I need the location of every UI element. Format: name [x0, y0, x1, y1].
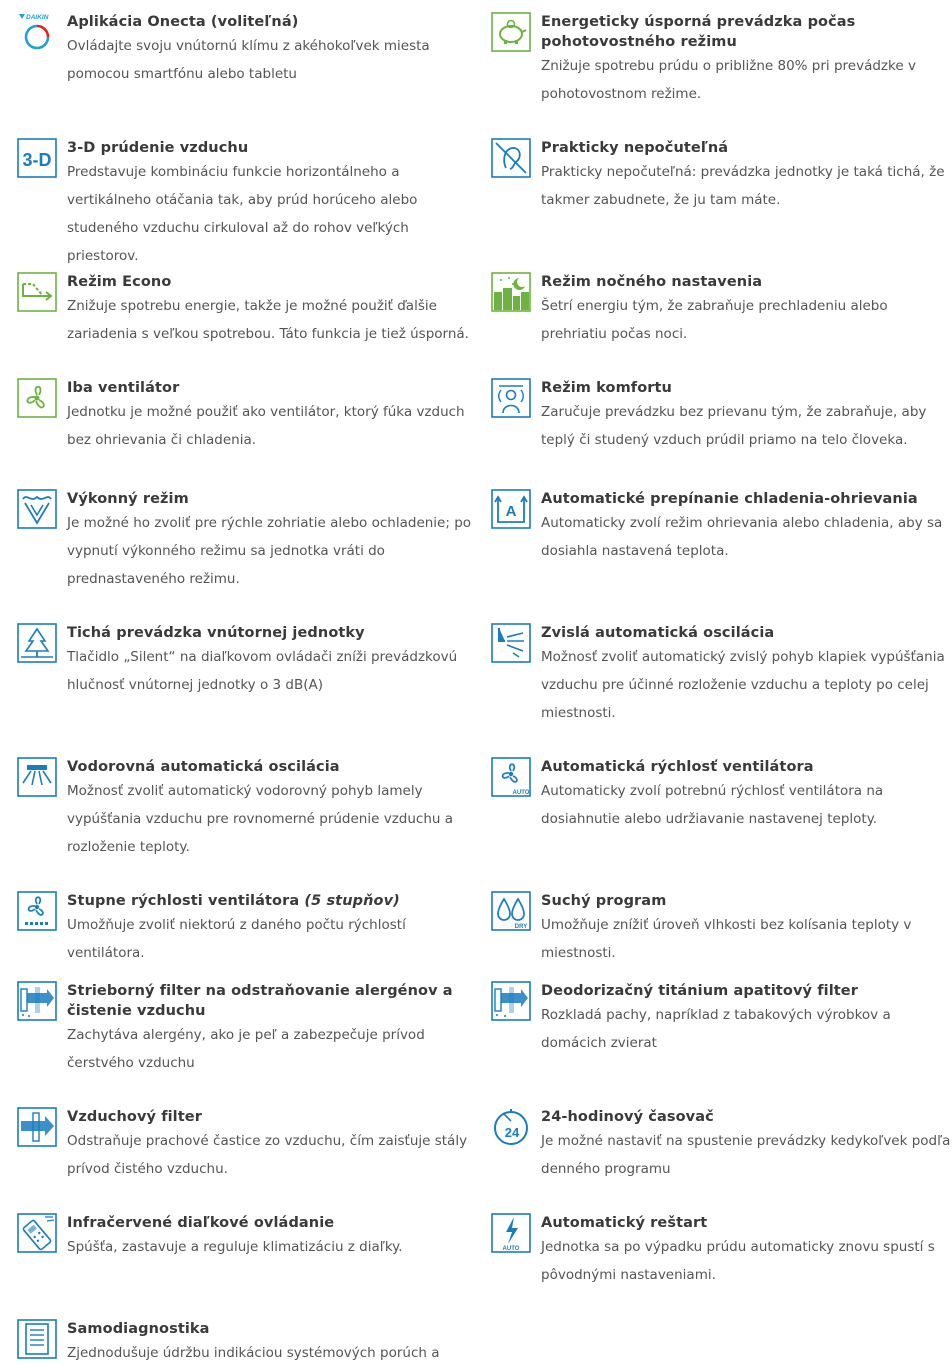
feature-title-main: Stupne rýchlosti ventilátora [67, 893, 300, 909]
fan-icon [17, 378, 57, 418]
feature-title: Automatická rýchlosť ventilátora [541, 759, 814, 775]
auto-label: AUTO [512, 790, 530, 796]
titanium-filter-icon [491, 981, 531, 1021]
feature-title: Tichá prevádzka vnútornej jednotky [67, 625, 365, 641]
feature-title: Automatický reštart [541, 1215, 708, 1231]
feature-description: Jednotka sa po výpadku prúdu automaticky znovu spustí s pôvodnými nastaveniami. [541, 1239, 935, 1283]
feature-description: Odstraňuje prachové častice zo vzduchu, čím zaisťuje stály prívod čistého vzduchu. [67, 1133, 468, 1177]
feature-description: Predstavuje kombináciu funkcie horizontálneho a vertikálneho otáčania tak, aby prúd horúceho alebo studeného vzduchu cirkuloval až do rohov veľkých priestorov. [67, 164, 418, 264]
feature-title: Automatické prepínanie chladenia-ohrievania [541, 491, 918, 507]
feature-title: Prakticky nepočuteľná [541, 140, 729, 156]
fan-speed-steps-icon [17, 891, 57, 931]
feature-title [67, 891, 477, 911]
3d-label: 3-D [22, 150, 52, 170]
feature-description: Umožňuje znížiť úroveň vlhkosti bez kolísania teploty v miestnosti. [541, 917, 912, 961]
dry-label: DRY [514, 924, 528, 930]
feature-title: Vzduchový filter [67, 1109, 202, 1125]
feature-title: 24-hodinový časovač [541, 1109, 714, 1125]
auto-changeover-icon [491, 489, 531, 529]
feature-description: Zjednodušuje údržbu indikáciou systémových porúch a [67, 1345, 440, 1361]
feature-title: Zvislá automatická oscilácia [541, 625, 775, 641]
feature-title: 3-D prúdenie vzduchu [67, 140, 249, 156]
dry-drops-icon [491, 891, 531, 931]
comfort-person-icon [491, 378, 531, 418]
auto-fan-speed-icon [491, 757, 531, 797]
auto-restart-icon [491, 1213, 531, 1253]
feature-description: Spúšťa, zastavuje a reguluje klimatizáciu z diaľky. [67, 1239, 403, 1255]
powerful-icon [17, 489, 57, 529]
auto-a-label: A [505, 503, 517, 520]
air-filter-icon [17, 1107, 57, 1147]
feature-title: Samodiagnostika [67, 1321, 210, 1337]
feature-title: Režim nočného nastavenia [541, 274, 763, 290]
feature-description: Je možné ho zvoliť pre rýchle zohriatie alebo ochladenie; po vypnutí výkonného režimu sa jednotka vráti do prednastaveného režimu. [67, 515, 472, 587]
feature-description: Umožňuje zvoliť niektorú z daného počtu rýchlostí ventilátora. [67, 917, 406, 961]
daikin-logo-text: DAIKIN [26, 14, 49, 21]
remote-control-icon [17, 1213, 57, 1253]
feature-title: Iba ventilátor [67, 380, 180, 396]
timer-label: 24 [504, 1125, 520, 1140]
feature-title: Vodorovná automatická oscilácia [67, 759, 340, 775]
feature-title: Suchý program [541, 893, 667, 909]
horizontal-swing-icon [17, 757, 57, 797]
3d-airflow-icon [17, 138, 57, 178]
daikin-onecta-icon [17, 12, 57, 52]
feature-description: Automaticky zvolí potrebnú rýchlosť ventilátora na dosiahnutie alebo udržiavanie nastavenej teploty. [541, 783, 884, 827]
feature-description: Jednotku je možné použiť ako ventilátor, ktorý fúka vzduch bez ohrievania či chladenia. [67, 404, 465, 448]
feature-description: Možnosť zvoliť automatický zvislý pohyb klapiek vypúšťania vzduchu pre účinné rozloženie vzduchu a teploty po celej miestnosti. [541, 649, 945, 721]
feature-title: Infračervené diaľkové ovládanie [67, 1215, 335, 1231]
feature-description: Je možné nastaviť na spustenie prevádzky kedykoľvek podľa denného programu [541, 1133, 951, 1177]
feature-title: Energeticky úsporná prevádzka počas pohotovostného režimu [541, 14, 856, 50]
feature-description: Rozkladá pachy, napríklad z tabakových výrobkov a domácich zvierat [541, 1007, 891, 1051]
timer-24-icon [491, 1107, 531, 1147]
feature-description: Tlačidlo „Silent“ na diaľkovom ovládači zníži prevádzkovú hlučnosť vnútornej jednotky o 3 dB(A) [67, 649, 458, 693]
feature-title: Strieborný filter na odstraňovanie alergénov a čistenie vzduchu [67, 983, 453, 1019]
feature-description: Možnosť zvoliť automatický vodorovný pohyb lamely vypúšťania vzduchu pre rovnomerné prúdenie vzduchu a rozloženie teploty. [67, 783, 454, 855]
silent-ear-icon [491, 138, 531, 178]
piggy-bank-icon [491, 12, 531, 52]
feature-title: Výkonný režim [67, 491, 189, 507]
night-city-icon [491, 272, 531, 312]
feature-description: Prakticky nepočuteľná: prevádzka jednotky je taká tichá, že takmer zabudnete, že ju tam máte. [541, 164, 945, 208]
feature-description: Šetrí energiu tým, že zabraňuje prechladeniu alebo prehriatiu počas noci. [541, 298, 888, 342]
feature-title: Aplikácia Onecta (voliteľná) [67, 14, 299, 30]
feature-description: Znižuje spotrebu energie, takže je možné použiť ďalšie zariadenia s veľkou spotrebou. Táto funkcia je tiež úsporná. [67, 298, 469, 342]
feature-title: Režim komfortu [541, 380, 672, 396]
auto-label: AUTO [502, 1246, 520, 1252]
feature-title: Režim Econo [67, 274, 172, 290]
silent-tree-icon [17, 623, 57, 663]
feature-description: Zachytáva alergény, ako je peľ a zabezpečuje prívod čerstvého vzduchu [67, 1027, 425, 1071]
feature-description: Ovládajte svoju vnútornú klímu z akéhokoľvek miesta pomocou smartfónu alebo tabletu [67, 38, 430, 82]
feature-title-suffix: (5 stupňov) [304, 893, 400, 909]
self-diagnosis-icon [17, 1319, 57, 1359]
feature-description: Zaručuje prevádzku bez prievanu tým, že zabraňuje, aby teplý či studený vzduch prúdil priamo na telo človeka. [541, 404, 927, 448]
silver-filter-icon [17, 981, 57, 1021]
feature-description: Znižuje spotrebu prúdu o približne 80% pri prevádzke v pohotovostnom režime. [541, 58, 916, 102]
feature-description: Automaticky zvolí režim ohrievania alebo chladenia, aby sa dosiahla nastavená teplota. [541, 515, 943, 559]
vertical-swing-icon [491, 623, 531, 663]
econo-icon [17, 272, 57, 312]
feature-title: Deodorizačný titánium apatitový filter [541, 983, 858, 999]
